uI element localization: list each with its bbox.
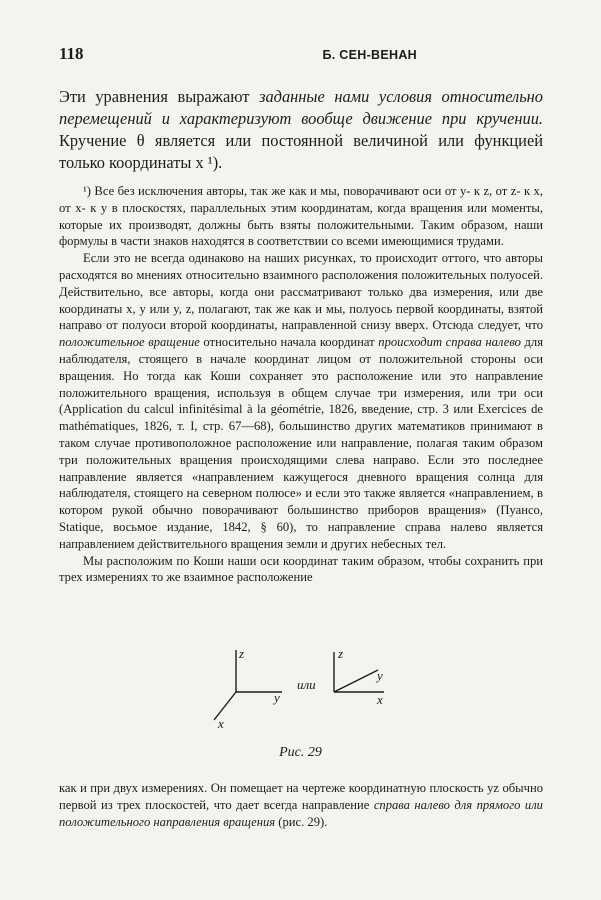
running-head: Б. СЕН-ВЕНАН: [322, 48, 417, 62]
para2-text-a: Если это не всегда одинаково на наших рисунках, то происходит оттого, что авторы расходятся во мнениях относительно взаимного расположения положительных полуосей. Действительно, все авторы, когда они рассматривают только два измерения, или две координаты x, y или y, z, полагают, так же как и мы, полуось первой координаты, взятой направо от полуоси второй координаты, направленной снизу вверх. Отсюда следует, что: [59, 251, 543, 333]
para2-italic-b: положительное вращение: [59, 335, 200, 350]
para2-text-c: относительно начала координат: [199, 335, 379, 350]
or-label: или: [297, 677, 316, 692]
final-paragraph-block: [59, 780, 543, 830]
page-header: [59, 44, 543, 64]
right-z-label: z: [338, 646, 344, 661]
intro-paragraph: [59, 86, 543, 174]
right-y-label: y: [377, 668, 383, 683]
para2-italic-d: происходит справа налево: [378, 335, 521, 350]
left-z-label: z: [239, 646, 245, 661]
footnote-paragraph-3: Мы расположим по Коши наши оси координат таким образом, чтобы сохранить при трех измерениях то же взаимное расположение: [59, 553, 543, 585]
para2-text-e: для наблюдателя, стоящего в начале координат лицом от положительной стороны оси вращения. Но тогда как Коши сохраняет это расположение или это направление положительного вращения, используя в общем случае три измерения, или три оси (Application du calcul infinitésimal à la géométrie, 1826, введение, стр. 3 или Exercices de mathématiques, 1826, т. I, стр. 67—68), большинство других математиков принимают в таком случае противоположное расположение или направление, полагая таким образом три положительных вращения происходящими слева направо. Если это последнее направление является «направлением кажущегося дневного вращения солнца для наблюдателя, стоящего на северном полюсе» и если это также является «направлением, в котором рукой обычно поворачивают большинство приборов вращения» (Пуансо, Statique, восьмое издание, 1842, § 60), то направление справа налево является направлением действительного вращения земли и других небесных тел.: [59, 335, 543, 551]
footnote-paragraph-2: [59, 250, 543, 552]
final-text-a: как и при двух измерениях. Он помещает на чертеже координатную плоскость yz обычно первой из трех плоскостей, что дает всегда направление: [59, 781, 543, 812]
left-x-label: x: [218, 716, 224, 731]
right-y-axis: [334, 670, 378, 692]
intro-italic: заданные нами условия относительно перемещений и характеризуют вообще движение при кручении.: [59, 87, 543, 128]
page-number: 118: [59, 44, 84, 63]
final-paragraph: [59, 780, 543, 830]
intro-text-1: Эти уравнения выражают: [59, 87, 260, 106]
right-x-label: x: [377, 692, 383, 707]
footnote-block: [59, 183, 543, 586]
final-italic-b: справа налево для прямого или положительного направления вращения: [59, 797, 543, 829]
footnote-text: ¹) Все без исключения авторы, так же как и мы, поворачивают оси от y- к z, от z- к x, от x- к y в плоскостях, параллельных этим координатам, когда вращения или моменты, которые их производят, должны быть взяты положительными. Таким образом, наши формулы в части знаков находятся в соответствии со всеми имеющимися трудами.: [59, 184, 543, 249]
figure-caption: Рис. 29: [279, 745, 322, 760]
intro-text-3: Кручение θ является или постоянной величиной или функцией только координаты x ¹).: [59, 131, 543, 172]
left-y-label: y: [274, 690, 280, 705]
final-text-c: (рис. 29).: [275, 814, 328, 829]
